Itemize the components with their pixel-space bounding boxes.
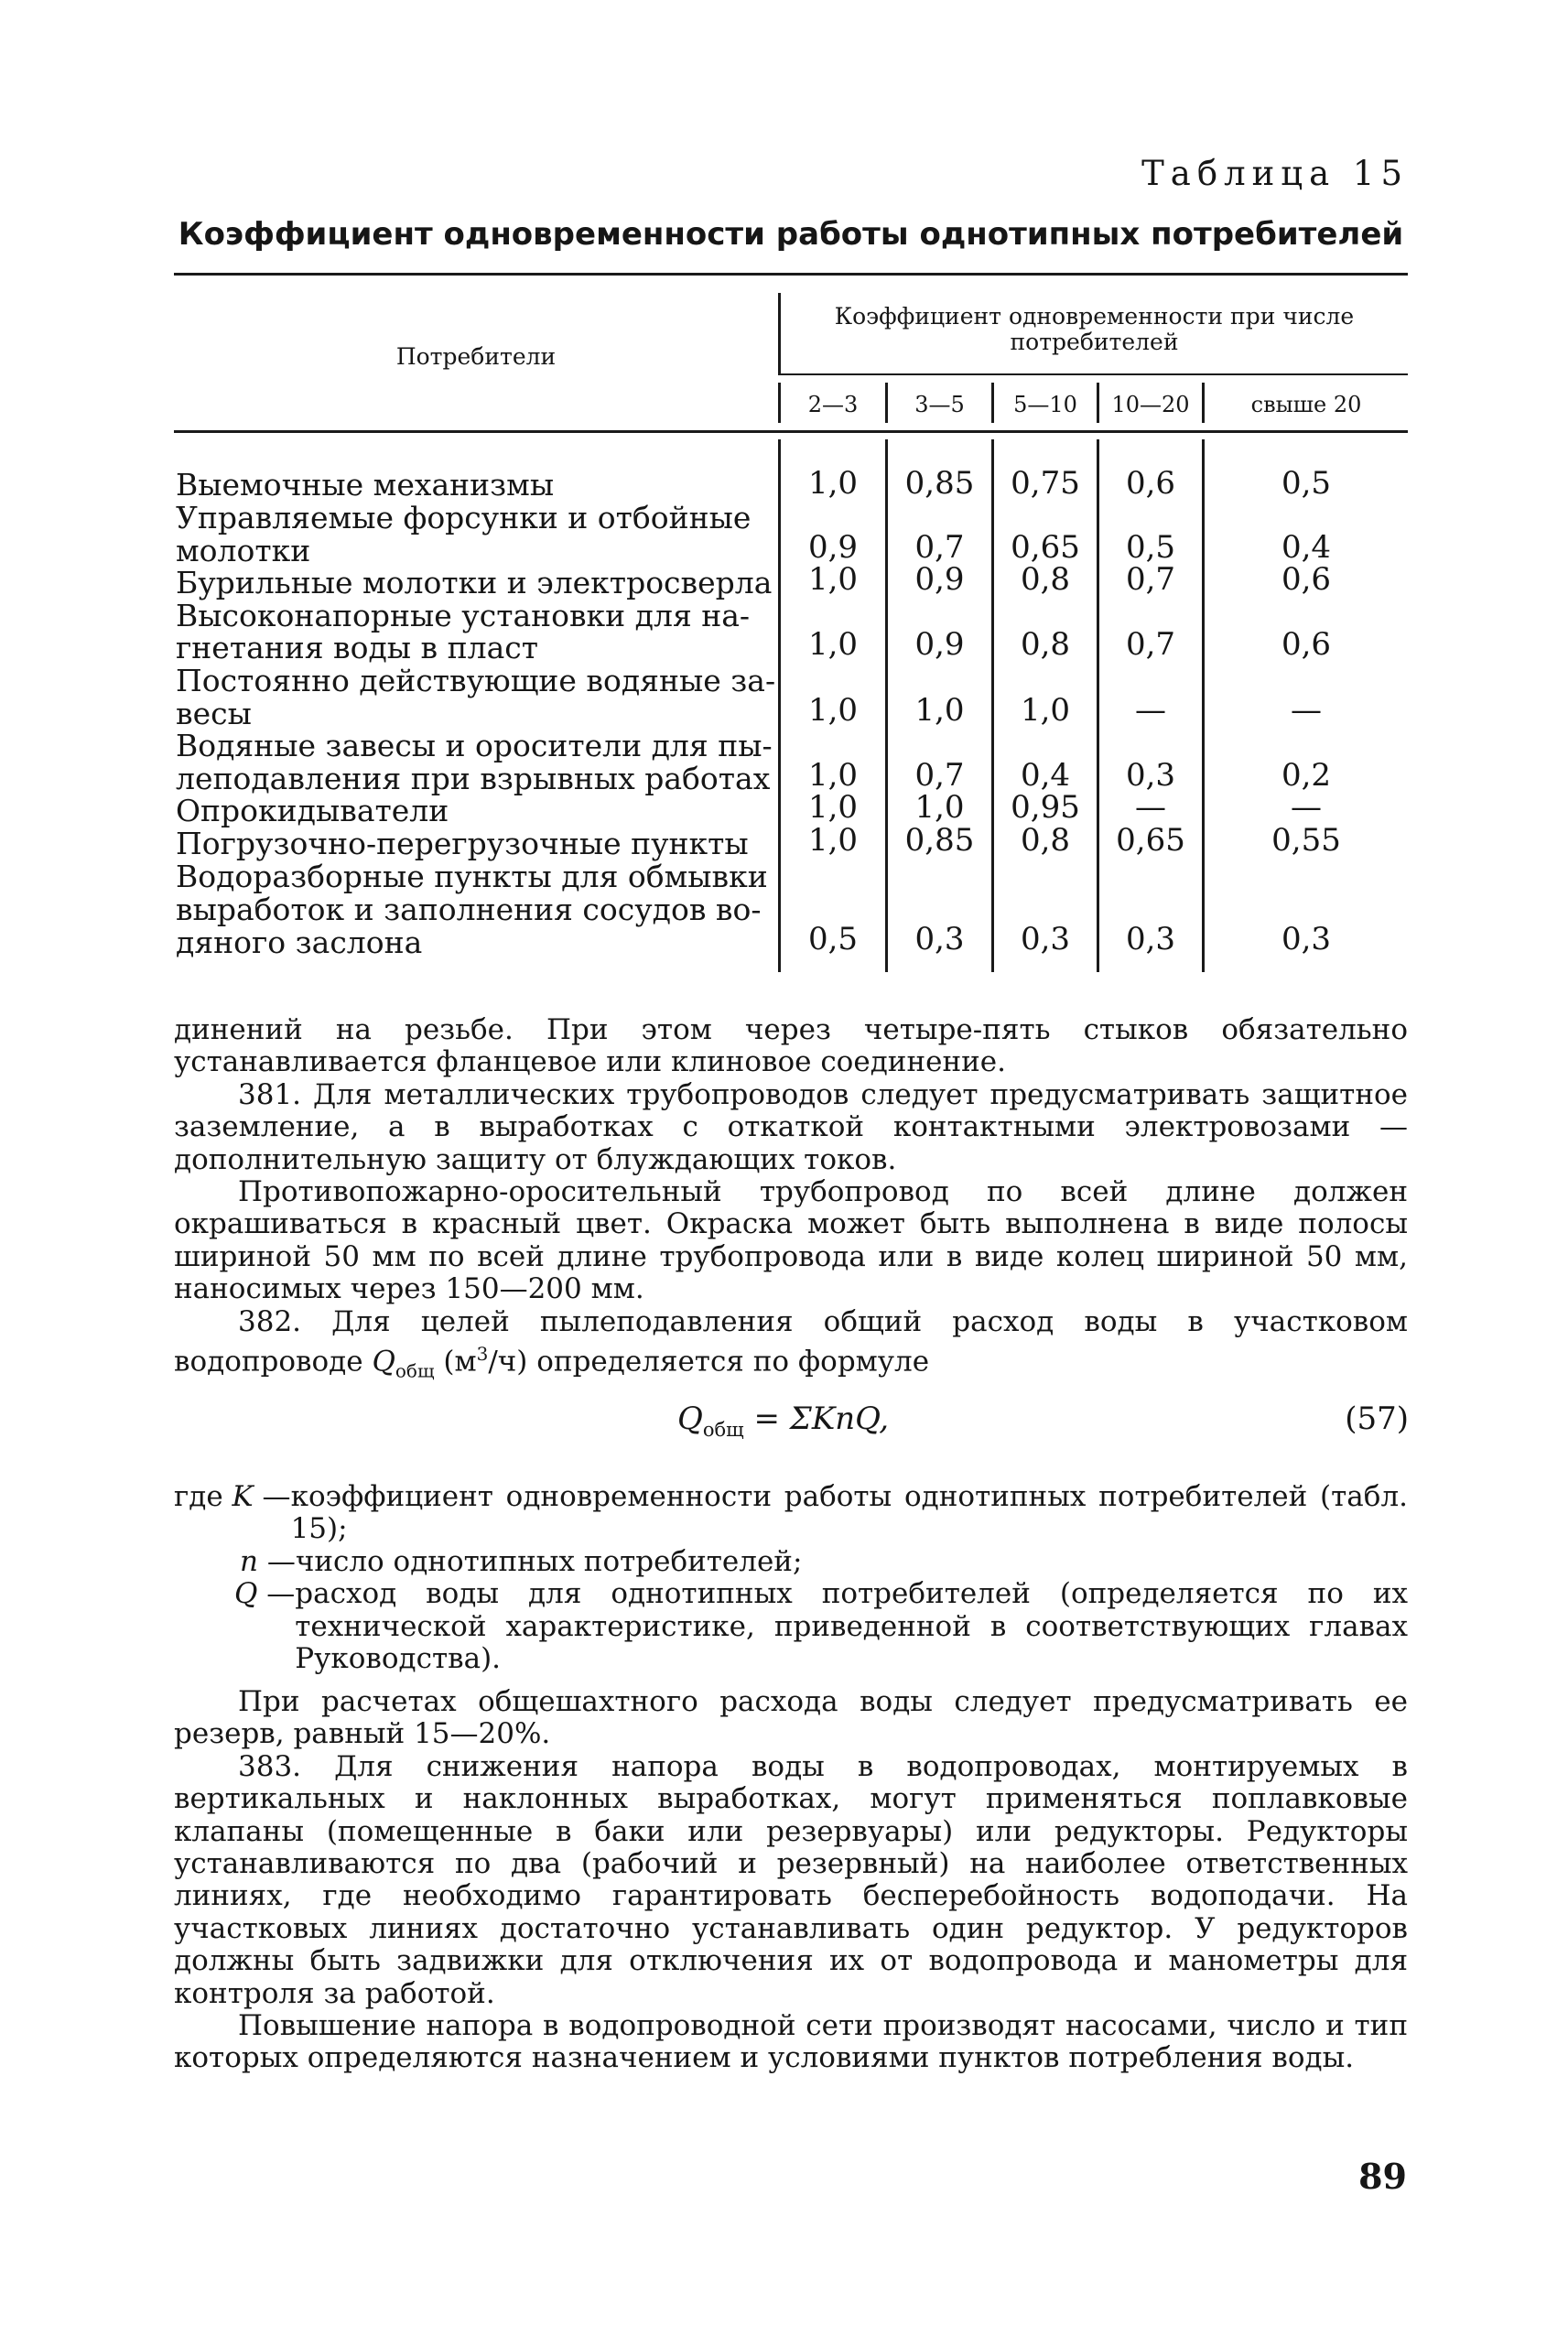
table-cell: — [1291, 692, 1322, 729]
table-cell: 0,9 [807, 529, 859, 566]
table-cell: 0,3 [1125, 757, 1176, 794]
table-cell: 0,85 [904, 465, 975, 502]
table-cell: 1,0 [807, 757, 859, 794]
definition-symbol: n [240, 1544, 258, 1578]
table-cell: 0,8 [1020, 561, 1071, 598]
table-cell: 0,9 [914, 561, 965, 598]
table-cell: 0,65 [1116, 822, 1185, 859]
table-cell: 0,7 [1125, 561, 1176, 598]
table-cell: 1,0 [807, 465, 859, 502]
paragraph: Повышение напора в водопроводной сети производят насосами, число и тип которых определяются назначением и условиями пунктов потребления воды. [174, 2009, 1408, 2075]
definition-lead [174, 1481, 291, 1513]
formula-number: (57) [1345, 1400, 1409, 1437]
formula-symbol: Q [677, 1400, 703, 1437]
header-col: 2—3 [807, 392, 859, 417]
definition-text: коэффициент одновременности работы однотипных потребителей (табл. 15); [290, 1480, 1408, 1546]
consumer-name: Бурильные молотки и электросверла [176, 565, 773, 600]
definition-text: число однотипных потребителей; [295, 1544, 803, 1578]
table-label: Таблица 15 [1141, 154, 1409, 193]
paragraph: При расчетах общешахтного расхода воды следует предусматривать ее резерв, равный 15—20%. [174, 1685, 1408, 1751]
table-cell: 1,0 [807, 626, 859, 663]
table-cell: 0,8 [1020, 822, 1071, 859]
definitions [174, 1481, 1408, 1675]
table-cell: 0,4 [1020, 757, 1071, 794]
body-text-block-1 [174, 1014, 1408, 1388]
table-cell: 0,2 [1281, 757, 1332, 794]
table-cell: 0,7 [1125, 626, 1176, 663]
consumer-name: Опрокидыватели [176, 793, 449, 828]
table-cell: 0,4 [1281, 529, 1332, 566]
paragraph: динений на резьбе. При этом через четыре-пять стыков обязательно устанавливается фланцевое или клиновое соединение. [174, 1013, 1408, 1079]
table-cell: 0,3 [1020, 921, 1071, 957]
table-cell: 1,0 [807, 789, 859, 826]
definition-dash: — [253, 1480, 291, 1513]
consumer-name: весы [176, 696, 252, 731]
definition-symbol: K [232, 1480, 254, 1513]
table-cell: 1,0 [914, 789, 965, 826]
table-cell: 0,6 [1281, 561, 1332, 598]
consumer-name: Выемочные механизмы [176, 467, 555, 503]
table-cell: — [1135, 789, 1166, 826]
paragraph: 383. Для снижения напора воды в водопроводах, монтируемых в вертикальных и наклонных выработках, могут применяться поплавковые клапаны (помещенные в баки или резервуары) или редукторы. Редукторы устанавливаются по два (рабочий и резервный) на наиболее ответственных линиях, где необходимо гарантировать бесперебойность водоподачи. На участковых линиях достаточно устанавливать один редуктор. У редукторов должны быть задвижки для отключения их от водопровода и манометры для контроля за работой. [174, 1749, 1408, 2010]
formula-rhs: = ΣKnQ, [743, 1400, 890, 1437]
consumer-name: гнетания воды в пласт [176, 630, 538, 665]
consumer-name: молотки [176, 533, 311, 568]
paragraph: 381. Для металлических трубопроводов следует предусматривать защитное заземление, а в выработках с откаткой контактными электровозами — дополнительную защиту от блуждающих токов. [174, 1077, 1408, 1176]
table-title: Коэффициент одновременности работы однотипных потребителей [178, 216, 1404, 253]
paragraph-text: (м [434, 1345, 477, 1379]
symbol-subscript: общ [395, 1359, 435, 1382]
consumer-name: Управляемые форсунки и отбойные [176, 500, 752, 535]
definition-prefix: где [174, 1480, 232, 1513]
table-cell: 0,7 [914, 529, 965, 566]
table-cell: 1,0 [807, 692, 859, 729]
table-cell: 0,3 [914, 921, 965, 957]
definition-dash: — [257, 1544, 296, 1578]
table-cell: 0,75 [1011, 465, 1080, 502]
paragraph-text: 382. Для целей пылеподавления общий расход воды в участковом водопроводе [174, 1304, 1408, 1379]
header-consumers: Потребители [395, 343, 557, 370]
table-cell: 0,5 [1281, 465, 1332, 502]
paragraph-text: /ч) определяется по формуле [488, 1345, 930, 1379]
header-group-line1: Коэффициент одновременности при числе [834, 303, 1355, 330]
formula [677, 1400, 889, 1441]
definition-text: расход воды для однотипных потребителей (определяется по их технической характеристике, приведенной в соответствующих главах Руководства). [295, 1577, 1408, 1676]
table-cell: 0,5 [1125, 529, 1176, 566]
definition-lead [234, 1578, 295, 1610]
table-cell: 1,0 [807, 822, 859, 859]
header-col: 10—20 [1111, 392, 1190, 417]
consumer-name: дяного заслона [176, 925, 423, 960]
table-cell: 0,95 [1011, 789, 1080, 826]
header-col: 5—10 [1013, 392, 1077, 417]
table-cell: 1,0 [807, 561, 859, 598]
table-cell: — [1135, 692, 1166, 729]
table-cell: 1,0 [1020, 692, 1071, 729]
consumer-name: Водоразборные пункты для обмывки [176, 859, 768, 894]
definition-dash: — [257, 1577, 296, 1611]
table-cell: 0,85 [904, 822, 975, 859]
symbol-q: Q [372, 1345, 395, 1379]
symbol-superscript: 3 [476, 1343, 489, 1366]
consumer-name: Постоянно действующие водяные за- [176, 663, 776, 698]
table-cell: 1,0 [914, 692, 965, 729]
table-cell: 0,3 [1125, 921, 1176, 957]
table-cell: 0,6 [1125, 465, 1176, 502]
table-header-mid-rule [778, 373, 1408, 375]
table-cell: 0,9 [914, 626, 965, 663]
table-cell: — [1291, 789, 1322, 826]
table-cell: 0,7 [914, 757, 965, 794]
page-number: 89 [1358, 2156, 1407, 2197]
table-top-rule [174, 273, 1408, 276]
header-col: 3—5 [914, 392, 965, 417]
consumer-name: Погрузочно-перегрузочные пункты [176, 826, 749, 861]
consumer-name: Высоконапорные установки для на- [176, 598, 751, 633]
body-text-block-2 [174, 1686, 1408, 2075]
table-cell: 0,5 [807, 921, 859, 957]
definition-k [174, 1481, 1408, 1546]
table-cell: 0,6 [1281, 626, 1332, 663]
table-cell: 0,55 [1271, 822, 1341, 859]
definition-q [174, 1578, 1408, 1675]
consumer-name: леподавления при взрывных работах [176, 761, 771, 796]
consumer-name: выработок и заполнения сосудов во- [176, 892, 762, 927]
header-group-line2: потребителей [1010, 329, 1179, 355]
table-cell: 0,65 [1011, 529, 1080, 566]
table-cell: 0,3 [1281, 921, 1332, 957]
definition-n [174, 1546, 1408, 1578]
paragraph [174, 1306, 1408, 1388]
definition-symbol: Q [234, 1577, 258, 1611]
header-col: свыше 20 [1250, 392, 1362, 417]
consumer-name: Водяные завесы и оросители для пы- [176, 728, 773, 763]
paragraph: Противопожарно-оросительный трубопровод по всей длине должен окрашиваться в красный цвет. Окраска может быть выполнена в виде полосы шириной 50 мм по всей длине трубопровода или в виде колец шириной 50 мм, наносимых через 150—200 мм. [174, 1175, 1408, 1306]
table-cell: 0,8 [1020, 626, 1071, 663]
definition-lead [240, 1546, 296, 1578]
table-header-bottom-rule [174, 430, 1408, 433]
formula-subscript: общ [702, 1418, 744, 1441]
